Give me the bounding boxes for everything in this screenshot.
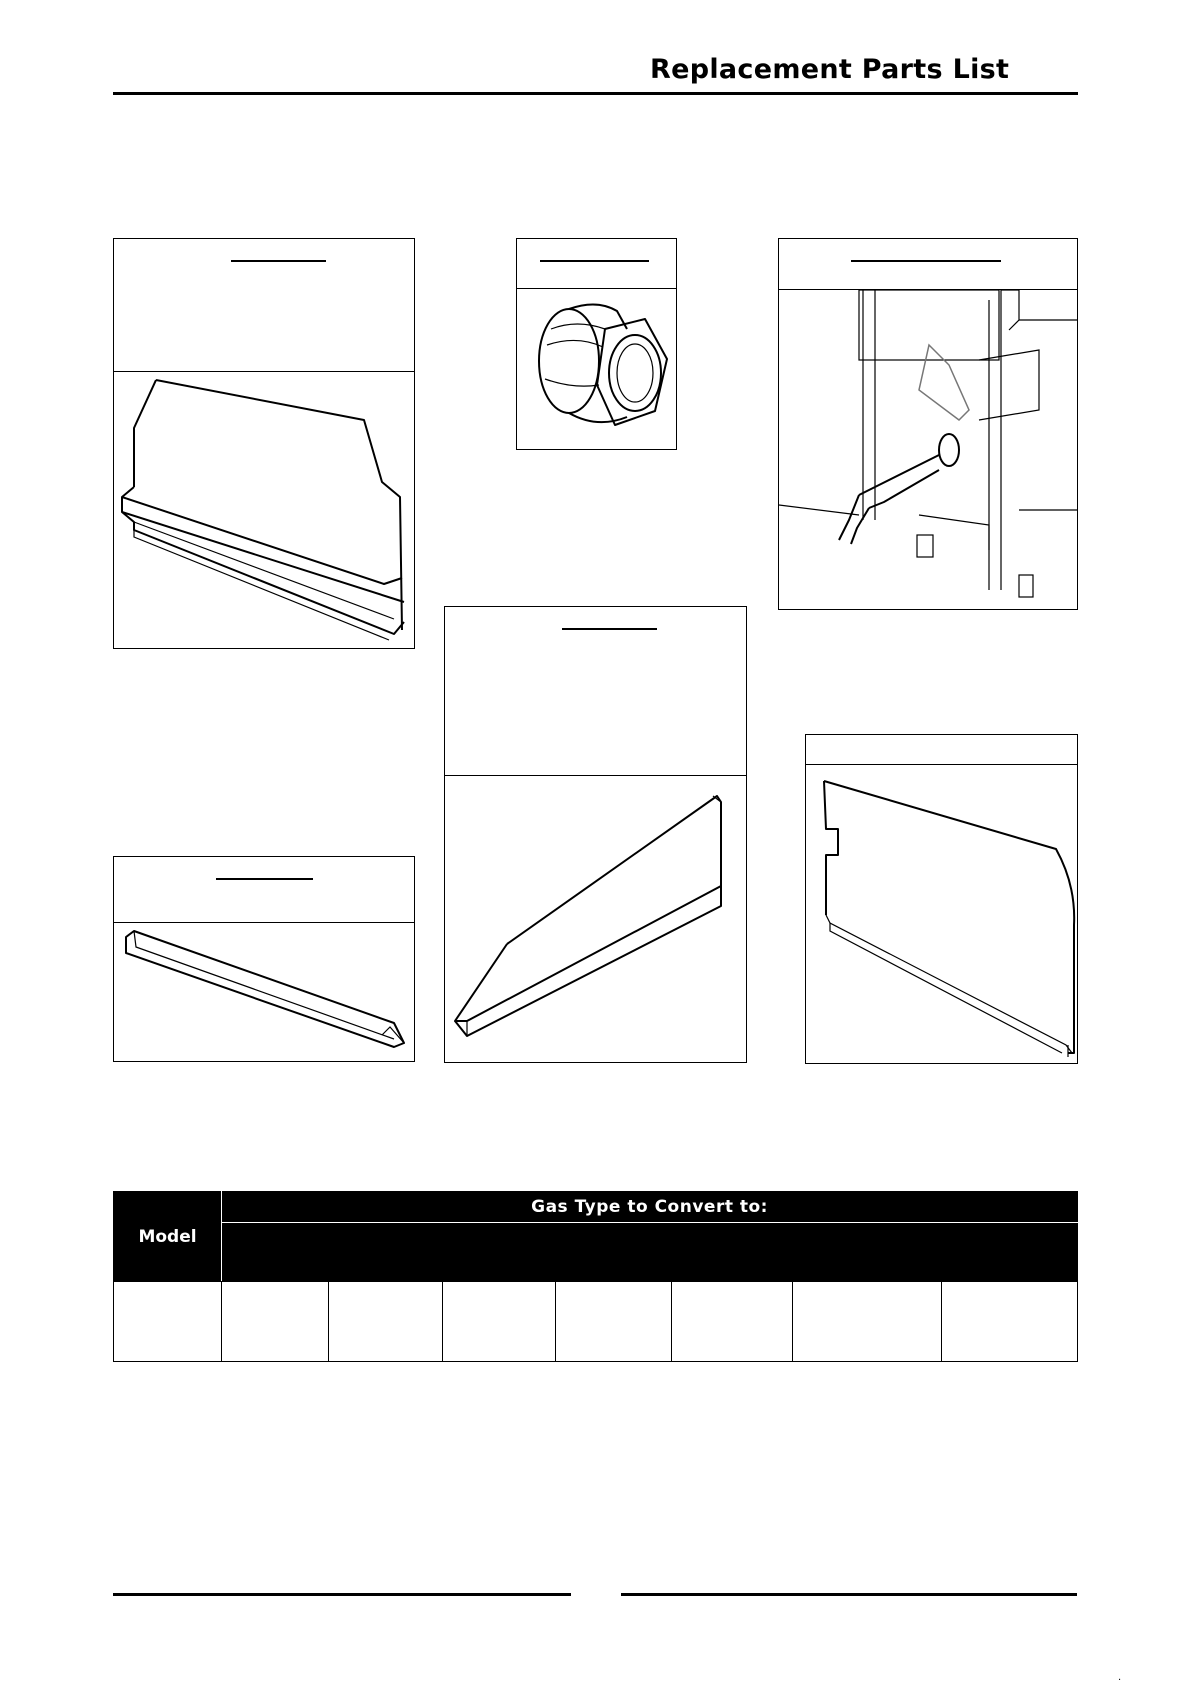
part-panel-channel: [113, 856, 415, 1062]
footer-rule-left: [113, 1593, 571, 1596]
table-cell: [672, 1282, 793, 1362]
part-caption-box: [806, 735, 1077, 765]
table-cell: [329, 1282, 443, 1362]
caption-underline: [851, 260, 1001, 262]
page-title: Replacement Parts List: [650, 54, 1010, 85]
gas-type-header-6: [793, 1223, 942, 1282]
gas-type-header-2: [329, 1223, 443, 1282]
table-cell: [942, 1282, 1078, 1362]
table-row: [114, 1282, 1078, 1362]
table-cell: [443, 1282, 556, 1362]
footer-marker: .: [1118, 1672, 1122, 1683]
part-caption-box: [114, 857, 414, 923]
fitting-drawing: [517, 289, 676, 449]
part-panel-tray: [444, 606, 747, 1063]
table-cell: [793, 1282, 942, 1362]
gas-conversion-table: [113, 1191, 1078, 1362]
gas-type-header-3: [443, 1223, 556, 1282]
part-caption-box: [517, 239, 676, 289]
part-panel-drain-valve: [778, 238, 1078, 610]
footer-rule-right: [621, 1593, 1077, 1596]
table-cell: [222, 1282, 329, 1362]
gas-type-header-5: [672, 1223, 793, 1282]
gas-type-header-1: [222, 1223, 329, 1282]
tray-drawing: [445, 776, 746, 1062]
model-column-header: Model: [114, 1192, 222, 1282]
gas-type-header-4: [556, 1223, 672, 1282]
part-panel-fitting: [516, 238, 677, 450]
table-cell: [114, 1282, 222, 1362]
table-cell: [556, 1282, 672, 1362]
header-rule: [113, 92, 1078, 95]
part-caption-box: [114, 239, 414, 372]
caption-underline: [540, 260, 649, 262]
caption-underline: [231, 260, 326, 262]
part-panel-splash-guard: [113, 238, 415, 649]
gas-type-group-header: Gas Type to Convert to:: [222, 1192, 1078, 1223]
channel-drawing: [114, 923, 414, 1061]
divider-drawing: [806, 765, 1077, 1063]
drain-valve-drawing: [779, 290, 1077, 609]
caption-underline: [562, 628, 657, 630]
splash-guard-drawing: [114, 372, 414, 648]
caption-underline: [216, 878, 313, 880]
part-caption-box: [445, 607, 746, 776]
gas-type-header-7: [942, 1223, 1078, 1282]
part-caption-box: [779, 239, 1077, 290]
part-panel-divider: [805, 734, 1078, 1064]
